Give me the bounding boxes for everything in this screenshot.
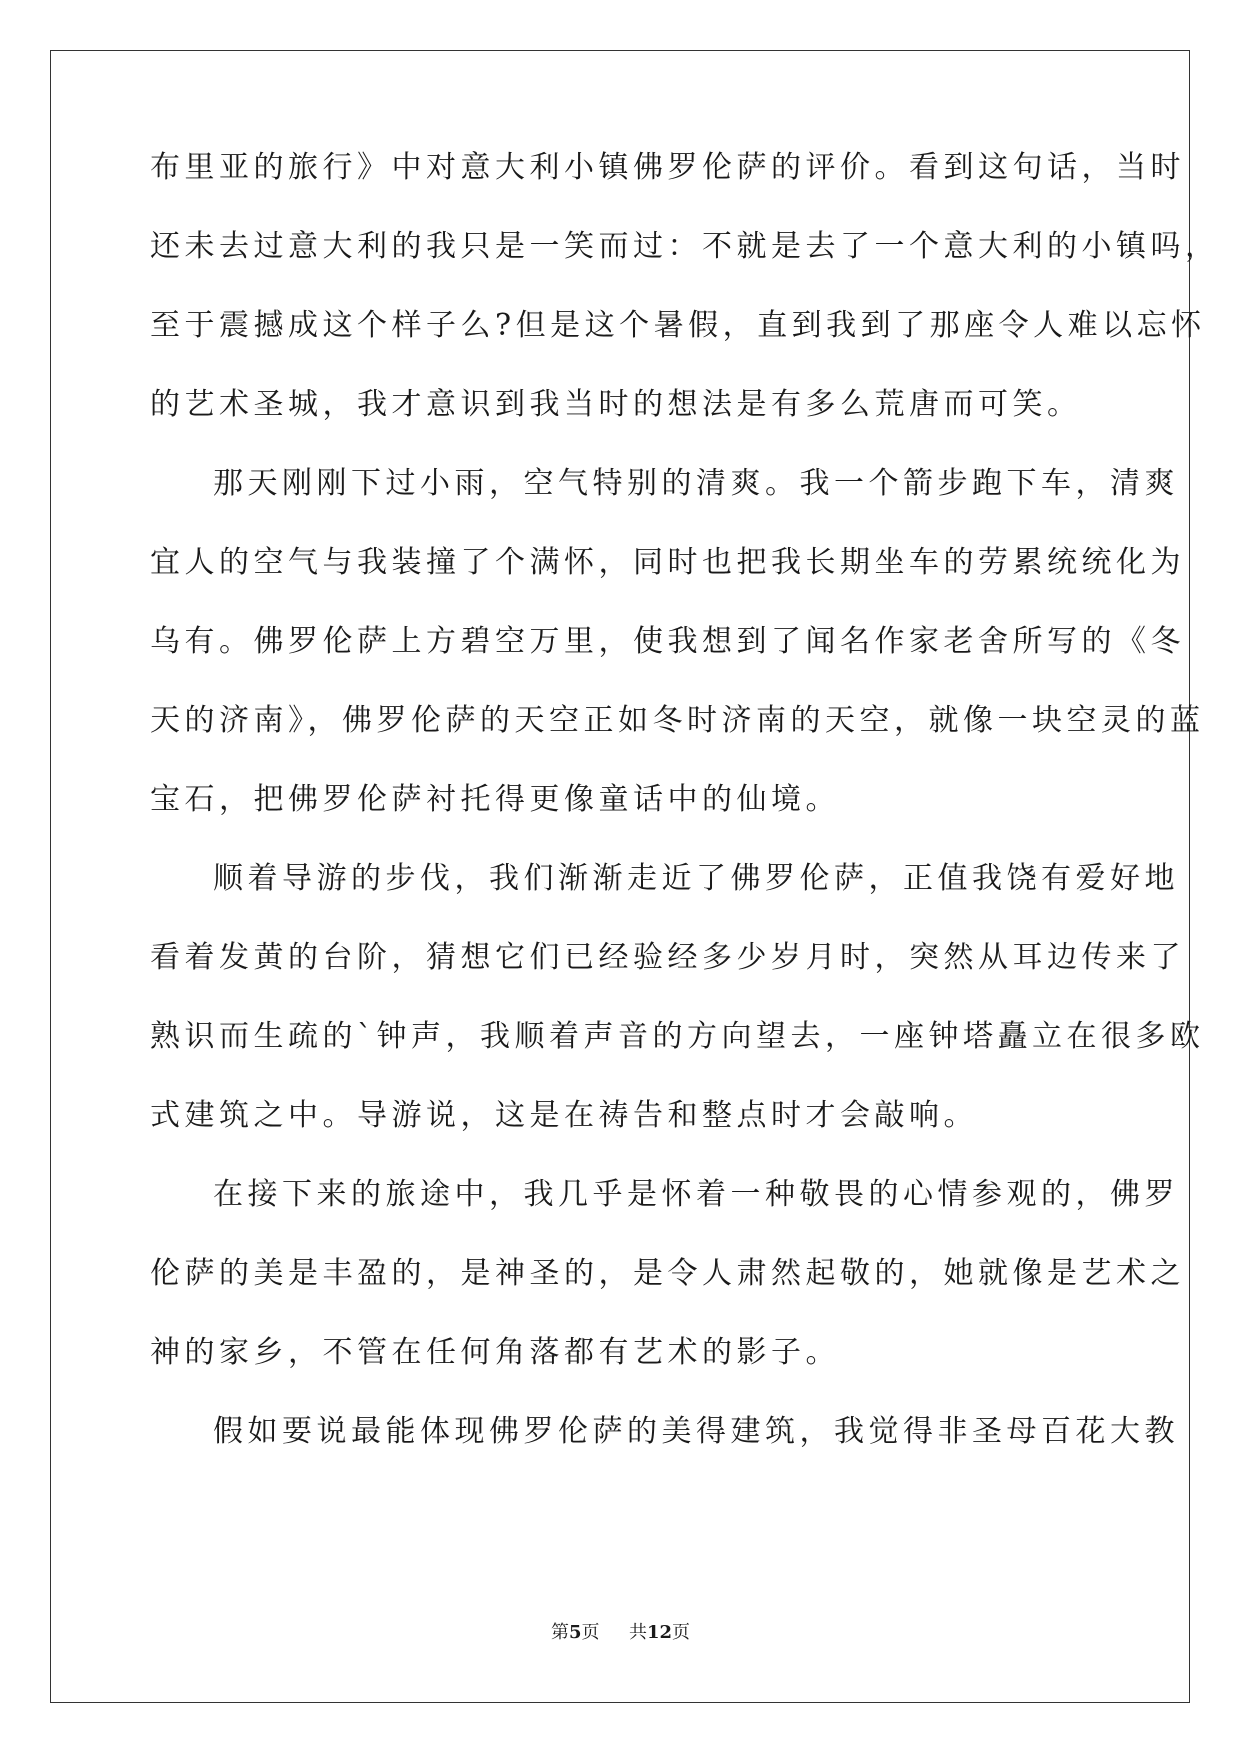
paragraph-first-line: 在接下来的旅途中，我几乎是怀着一种敬畏的心情参观的，佛罗 xyxy=(213,1177,1179,1212)
text-line: 伦萨的美是丰盈的，是神圣的，是令人肃然起敬的，她就像是艺术之 xyxy=(150,1256,1185,1291)
paragraph-first-line: 那天刚刚下过小雨，空气特别的清爽。我一个箭步跑下车，清爽 xyxy=(213,466,1179,501)
page-footer xyxy=(0,1621,1241,1645)
text-line: 宜人的空气与我装撞了个满怀，同时也把我长期坐车的劳累统统化为 xyxy=(150,545,1185,580)
text-line: 看着发黄的台阶，猜想它们已经验经多少岁月时，突然从耳边传来了 xyxy=(150,940,1185,975)
paragraph-first-line: 假如要说最能体现佛罗伦萨的美得建筑，我觉得非圣母百花大教 xyxy=(213,1414,1179,1449)
text-line: 布里亚的旅行》中对意大利小镇佛罗伦萨的评价。看到这句话，当时 xyxy=(150,150,1185,185)
text-line: 熟识而生疏的`钟声，我顺着声音的方向望去，一座钟塔矗立在很多欧 xyxy=(150,1019,1205,1054)
page-number-label: 第5页 xyxy=(550,1622,600,1643)
text-line: 宝石，把佛罗伦萨衬托得更像童话中的仙境。 xyxy=(150,782,840,817)
total-pages-label: 共12页 xyxy=(628,1622,691,1643)
text-line: 的艺术圣城，我才意识到我当时的想法是有多么荒唐而可笑。 xyxy=(150,387,1082,422)
text-line: 式建筑之中。导游说，这是在祷告和整点时才会敲响。 xyxy=(150,1098,978,1133)
text-line: 神的家乡，不管在任何角落都有艺术的影子。 xyxy=(150,1335,840,1370)
text-line: 至于震撼成这个样子么?但是这个暑假，直到我到了那座令人难以忘怀 xyxy=(150,308,1206,343)
paragraph-first-line: 顺着导游的步伐，我们渐渐走近了佛罗伦萨，正值我饶有爱好地 xyxy=(213,861,1179,896)
text-line: 乌有。佛罗伦萨上方碧空万里，使我想到了闻名作家老舍所写的《冬 xyxy=(150,624,1185,659)
page-number: 5 xyxy=(568,1622,582,1643)
text-line: 还未去过意大利的我只是一笑而过：不就是去了一个意大利的小镇吗， xyxy=(150,229,1220,264)
total-pages: 12 xyxy=(646,1622,673,1643)
text-line: 天的济南》，佛罗伦萨的天空正如冬时济南的天空，就像一块空灵的蓝 xyxy=(150,703,1205,738)
